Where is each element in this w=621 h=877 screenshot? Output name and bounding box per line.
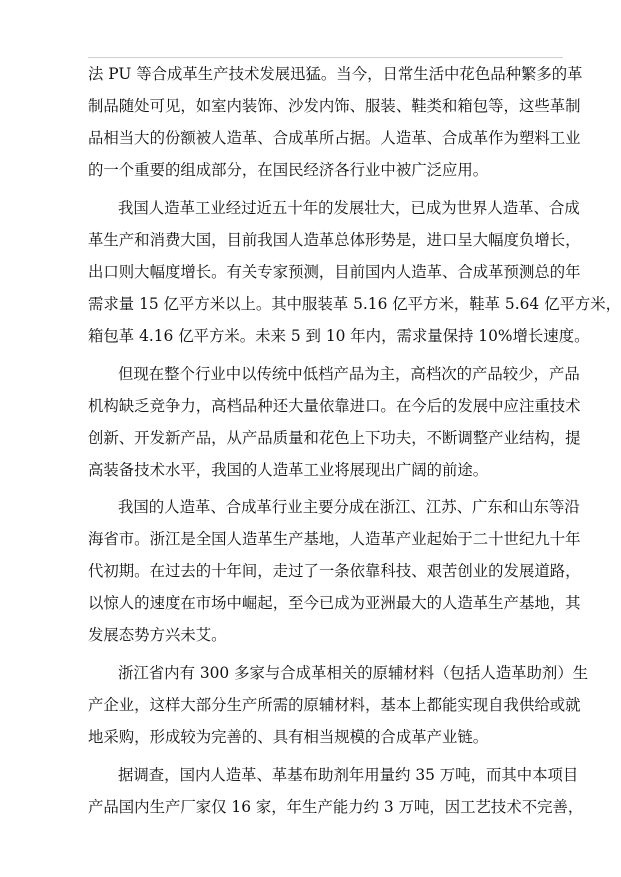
paragraph-6-line-2: 产品国内生产厂家仅 16 家，年生产能力约 3 万吨，因工艺技术不完善， bbox=[88, 798, 584, 816]
paragraph-4-line-3: 代初期。在过去的十年间，走过了一条依靠科技、艰苦创业的发展道路， bbox=[88, 562, 581, 580]
paragraph-3-line-1: 但现在整个行业中以传统中低档产品为主，高档次的产品较少，产品 bbox=[118, 365, 580, 383]
paragraph-1-line-1: 法 PU 等合成革生产技术发展迅猛。当今，日常生活中花色品种繁多的革 bbox=[88, 65, 583, 83]
paragraph-5-line-1: 浙江省内有 300 多家与合成革相关的原辅材料（包括人造革助剂）生 bbox=[118, 664, 589, 682]
paragraph-3-line-3: 创新、开发新产品，从产品质量和花色上下功夫，不断调整产业结构，提 bbox=[88, 429, 581, 447]
paragraph-1-line-2: 制品随处可见，如室内装饰、沙发内饰、服装、鞋类和箱包等，这些革制 bbox=[88, 97, 581, 115]
paragraph-2-line-3: 出口则大幅度增长。有关专家预测，目前国内人造革、合成革预测总的年 bbox=[88, 263, 581, 281]
header-rule bbox=[88, 57, 563, 58]
paragraph-1-line-3: 品相当大的份额被人造革、合成革所占据。人造革、合成革作为塑料工业 bbox=[88, 129, 581, 147]
paragraph-4-line-5: 发展态势方兴未艾。 bbox=[88, 626, 227, 644]
paragraph-5-line-2: 产企业，这样大部分生产所需的原辅材料，基本上都能实现自我供给或就 bbox=[88, 696, 581, 714]
paragraph-4-line-2: 海省市。浙江是全国人造革生产基地，人造革产业起始于二十世纪九十年 bbox=[88, 530, 581, 548]
paragraph-1-line-4: 的一个重要的组成部分，在国民经济各行业中被广泛应用。 bbox=[88, 161, 489, 179]
paragraph-3-line-4: 高装备技术水平，我国的人造革工业将展现出广阔的前途。 bbox=[88, 461, 489, 479]
paragraph-2-line-2: 革生产和消费大国，目前我国人造革总体形势是，进口呈大幅度负增长， bbox=[88, 231, 581, 249]
paragraph-2-line-4: 需求量 15 亿平方米以上。其中服装革 5.16 亿平方米，鞋革 5.64 亿平方米， bbox=[88, 295, 621, 313]
paragraph-3-line-2: 机构缺乏竞争力，高档品种还大量依靠进口。在今后的发展中应注重技术 bbox=[88, 397, 581, 415]
paragraph-4-line-4: 以惊人的速度在市场中崛起，至今已成为亚洲最大的人造革生产基地，其 bbox=[88, 594, 581, 612]
paragraph-6-line-1: 据调查，国内人造革、革基布助剂年用量约 35 万吨，而其中本项目 bbox=[118, 766, 579, 784]
paragraph-2-line-5: 箱包革 4.16 亿平方米。未来 5 到 10 年内，需求量保持 10%增长速度。 bbox=[88, 327, 590, 345]
paragraph-2-line-1: 我国人造革工业经过近五十年的发展壮大，已成为世界人造革、合成 bbox=[118, 199, 580, 217]
paragraph-5-line-3: 地采购，形成较为完善的、具有相当规模的合成革产业链。 bbox=[88, 728, 489, 746]
paragraph-4-line-1: 我国的人造革、合成革行业主要分成在浙江、江苏、广东和山东等沿 bbox=[118, 498, 580, 516]
